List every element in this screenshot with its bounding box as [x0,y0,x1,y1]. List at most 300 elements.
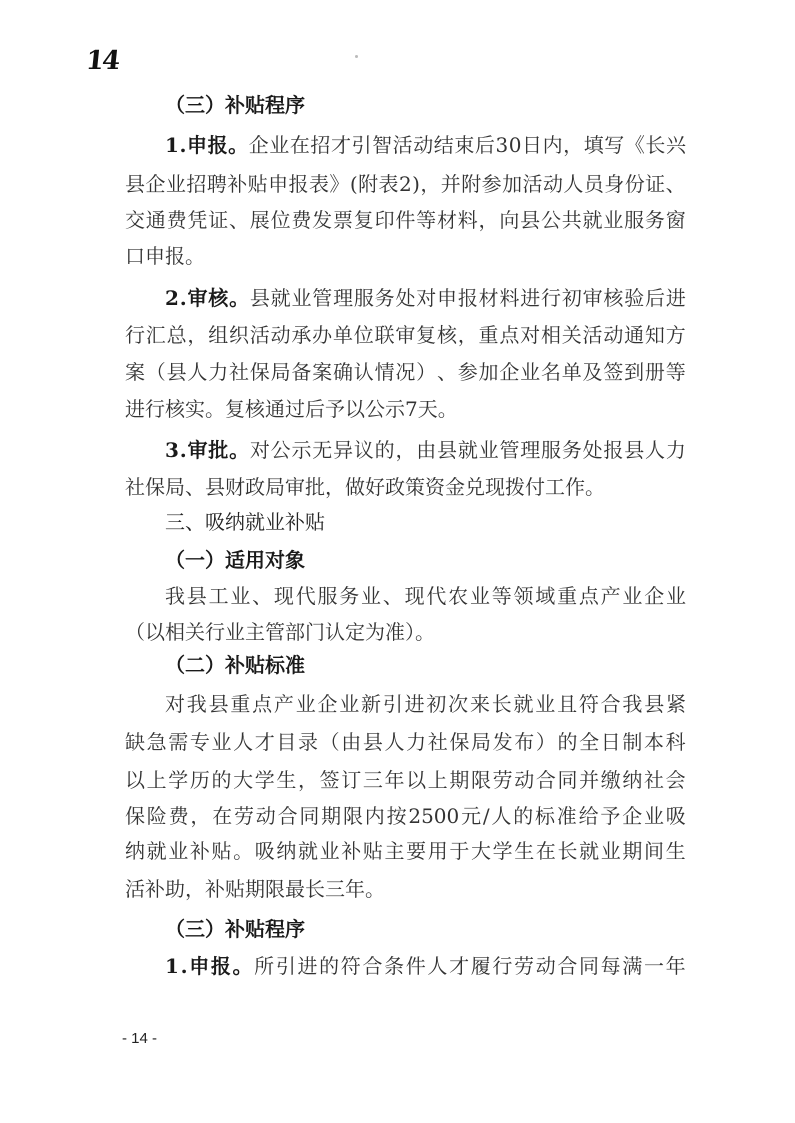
glyph: 纳 [622,768,643,792]
glyph: 我 [165,584,185,608]
glyph: 备 [291,360,312,384]
glyph: 学 [492,839,513,863]
glyph: ， [457,323,478,347]
glyph: ， [478,208,499,232]
glyph: 证 [645,172,666,196]
glyph: 《 [624,133,645,157]
glyph: 情 [374,360,395,384]
glyph: 三 [362,768,383,792]
glyph: 引 [351,133,372,157]
glyph: 由 [416,438,437,462]
glyph: 汇 [145,323,166,347]
glyph: 报 [207,133,228,157]
glyph: 料 [457,208,478,232]
glyph: 全 [579,730,600,754]
glyph: 重 [557,584,578,608]
glyph: 大 [471,839,491,863]
line-text: （以相关行业主管部门认定为准）。 [125,620,435,644]
glyph: 、 [382,584,403,608]
glyph: 3 [495,133,509,157]
glyph: 间 [644,839,664,863]
glyph: 就 [513,692,534,716]
glyph: 引 [275,954,296,978]
glyph: 重 [478,323,499,347]
glyph: 在 [535,839,556,863]
glyph: 服 [624,208,645,232]
glyph: 新 [361,692,382,716]
glyph: 局 [471,730,491,754]
text-line [125,396,686,422]
glyph: 务 [339,584,360,608]
glyph: 活 [582,323,603,347]
glyph: 日 [600,730,621,754]
glyph: 知 [644,323,665,347]
glyph: 行 [541,286,562,310]
glyph: 上 [146,768,167,792]
glyph: 核 [603,286,624,310]
glyph: 以 [406,768,427,792]
glyph: 就 [146,839,167,863]
glyph: 元 [461,804,482,828]
text-line [125,474,686,500]
glyph: 签 [603,360,624,384]
line-text: 三、吸纳就业补贴 [165,510,325,534]
glyph: 织 [228,323,249,347]
glyph: 上 [427,768,448,792]
glyph: 签 [319,768,340,792]
glyph: 就 [457,438,478,462]
text-line [165,437,686,463]
glyph: 吸 [665,804,686,828]
glyph: 生 [514,839,535,863]
glyph: 招 [186,172,207,196]
glyph: 方 [665,323,686,347]
glyph: 参 [481,172,502,196]
glyph: 需 [168,730,189,754]
glyph: 我 [186,692,207,716]
glyph: 材 [436,208,457,232]
glyph: 学 [168,768,189,792]
glyph: 并 [440,172,461,196]
glyph: 确 [332,360,353,384]
glyph: 兴 [665,133,686,157]
glyph: 证 [208,208,229,232]
glyph: 后 [645,286,666,310]
glyph: 历 [189,768,210,792]
glyph: 件 [395,208,416,232]
glyph: 初 [561,286,582,310]
glyph: 业 [291,286,312,310]
glyph: 动 [514,768,535,792]
glyph: 3 [165,438,179,462]
text-line [125,243,686,269]
glyph: 。 [232,954,253,978]
glyph: 农 [448,584,469,608]
text-line [125,767,686,793]
glyph: 力 [406,730,427,754]
glyph: 等 [416,208,437,232]
glyph: 申 [437,286,458,310]
glyph: 申 [187,133,208,157]
glyph: 人 [491,804,512,828]
glyph: 表 [308,172,329,196]
glyph: 活 [249,323,270,347]
glyph: 业 [600,839,621,863]
glyph: 印 [374,208,395,232]
glyph: 才 [254,730,275,754]
glyph: 县 [362,730,383,754]
glyph: 同 [579,954,600,978]
glyph: 写 [604,133,625,157]
glyph: 贴 [211,839,232,863]
line-text: （三）补贴程序 [165,93,305,117]
glyph: 社 [427,730,448,754]
glyph: 聘 [206,172,227,196]
line-text: 进行核实。复核通过后予以公示7天。 [125,397,458,421]
glyph: 现 [273,584,294,608]
glyph: 内 [542,133,563,157]
glyph: 联 [374,323,395,347]
glyph: 长 [491,692,512,716]
glyph: 费 [168,804,189,828]
glyph: 参 [457,360,478,384]
glyph: 认 [353,360,374,384]
glyph: 加 [502,172,523,196]
glyph: 办 [312,323,333,347]
section-heading [165,652,686,678]
glyph: 社 [644,768,664,792]
glyph: 险 [146,804,167,828]
glyph: 次 [448,692,469,716]
glyph: 订 [341,768,362,792]
glyph: 企 [317,692,338,716]
glyph: 理 [333,286,354,310]
glyph: 公 [540,208,561,232]
glyph: 况 [395,360,416,384]
glyph: 申 [268,172,289,196]
glyph: 县 [125,172,145,196]
glyph: 业 [469,584,490,608]
glyph: 人 [187,360,208,384]
glyph: ( [349,172,358,196]
glyph: 在 [212,804,233,828]
glyph: 期 [321,804,342,828]
text-line [125,876,686,902]
glyph: 履 [470,954,491,978]
glyph: 给 [578,804,599,828]
glyph: 人 [233,730,254,754]
glyph: 位 [270,208,291,232]
glyph: 料 [499,286,520,310]
glyph: 就 [298,839,318,863]
text-line [125,729,686,755]
glyph: 业 [643,804,664,828]
glyph: 员 [583,172,604,196]
glyph: 县 [249,286,270,310]
glyph: 就 [582,208,603,232]
glyph: 1 [165,954,179,978]
glyph: 行 [125,323,145,347]
glyph: 由 [341,730,362,754]
glyph: 业 [478,438,499,462]
glyph: 》 [329,172,350,196]
glyph: 点 [578,584,599,608]
glyph: 限 [471,768,491,792]
glyph: 领 [513,584,534,608]
glyph: 县 [644,692,665,716]
glyph: 企 [248,133,269,157]
glyph: 验 [624,286,645,310]
glyph: 承 [291,323,312,347]
glyph: 、 [665,172,686,196]
glyph: 。 [228,133,249,157]
glyph: 案 [125,360,145,384]
glyph: 的 [557,730,578,754]
glyph: 交 [125,208,145,232]
glyph: 日 [522,133,543,157]
glyph: 现 [404,584,425,608]
glyph: 主 [384,839,405,863]
glyph: 。 [233,839,254,863]
glyph: 复 [416,323,437,347]
glyph: . [180,954,188,978]
glyph: 保 [125,804,145,828]
glyph: ） [416,360,437,384]
glyph: 凭 [187,208,208,232]
glyph: 向 [499,208,520,232]
glyph: 按 [386,804,407,828]
glyph: 审 [582,286,603,310]
glyph: 吸 [254,839,275,863]
glyph: 就 [579,839,600,863]
glyph: 对 [520,323,541,347]
glyph: 进 [520,286,541,310]
glyph: 县 [166,360,187,384]
glyph: 期 [449,768,470,792]
glyph: 才 [449,954,470,978]
glyph: ， [187,323,208,347]
glyph: 管 [312,286,333,310]
glyph: 等 [491,584,512,608]
line-text: 口申报。 [125,244,205,268]
text-line [165,953,686,979]
glyph: 用 [427,839,448,863]
glyph: 同 [299,804,320,828]
glyph: 贴 [362,839,383,863]
glyph: 所 [254,954,275,978]
glyph: 满 [622,954,643,978]
glyph: 合 [277,804,298,828]
glyph: 费 [291,208,312,232]
glyph: 费 [166,208,187,232]
glyph: 的 [513,804,534,828]
glyph: ， [395,438,416,462]
glyph: 后 [474,133,495,157]
glyph: 公 [270,438,291,462]
glyph: 2 [165,286,179,310]
glyph: 及 [582,360,603,384]
glyph: 长 [645,133,666,157]
glyph: 身 [604,172,625,196]
glyph: 、 [252,584,273,608]
glyph: 服 [541,438,562,462]
glyph: 于 [449,839,470,863]
glyph: 异 [333,438,354,462]
glyph: 纳 [276,839,297,863]
glyph: 审 [395,323,416,347]
glyph: 。 [229,286,250,310]
glyph: 共 [561,208,582,232]
glyph: 专 [189,730,210,754]
glyph: 业 [603,208,624,232]
glyph: 2 [398,172,412,196]
glyph: 务 [644,208,665,232]
glyph: 且 [557,692,578,716]
glyph: 报 [603,438,624,462]
glyph: 审 [187,438,208,462]
section-heading [165,916,686,942]
glyph: 以 [125,768,145,792]
glyph: 的 [374,438,395,462]
glyph: 县 [520,208,541,232]
glyph: 保 [449,730,470,754]
glyph: 业 [165,172,186,196]
glyph: 点 [499,323,520,347]
glyph: 业 [269,133,290,157]
glyph: 进 [404,692,425,716]
glyph: 组 [208,323,229,347]
glyph: ， [190,804,211,828]
glyph: 业 [339,692,360,716]
glyph: 展 [249,208,270,232]
glyph: 活 [392,133,413,157]
glyph: 关 [561,323,582,347]
glyph: 材 [478,286,499,310]
glyph: （ [145,360,166,384]
glyph: 补 [227,172,248,196]
glyph: 册 [644,360,665,384]
glyph: 保 [249,360,270,384]
glyph: 动 [535,954,556,978]
glyph: 力 [665,438,686,462]
text-line [165,285,686,311]
glyph: 县 [208,692,229,716]
glyph: 进 [665,286,686,310]
glyph: 补 [341,839,362,863]
glyph: 束 [454,133,475,157]
glyph: 一 [643,954,664,978]
glyph: 要 [406,839,427,863]
glyph: 业 [622,584,643,608]
glyph: 内 [364,804,385,828]
glyph: 来 [469,692,490,716]
glyph: 准 [556,804,577,828]
glyph: 等 [665,360,686,384]
glyph: 每 [600,954,621,978]
glyph: 件 [405,954,426,978]
glyph: 对 [165,692,185,716]
glyph: 动 [413,133,434,157]
glyph: 发 [312,208,333,232]
line-text: 社保局、县财政局审批，做好政策资金兑现拨付工作。 [125,475,605,499]
glyph: 缴 [600,768,621,792]
line-text: 活补助，补贴期限最长三年。 [125,877,385,901]
section-heading [165,547,686,573]
glyph: 才 [330,133,351,157]
glyph: 智 [372,133,393,157]
glyph: 服 [353,286,374,310]
line-text: （一）适用对象 [165,548,305,572]
glyph: 业 [211,730,232,754]
glyph: 人 [645,438,666,462]
glyph: 表 [378,172,399,196]
glyph: 填 [583,133,604,157]
glyph: 在 [289,133,310,157]
glyph: 学 [254,768,275,792]
glyph: 合 [535,768,556,792]
glyph: 缺 [125,730,145,754]
glyph: 企 [499,360,520,384]
glyph: 社 [228,360,249,384]
text-line [165,132,686,158]
glyph: 条 [384,954,405,978]
glyph: 无 [312,438,333,462]
glyph: 人 [384,730,405,754]
glyph: 务 [374,286,395,310]
glyph: 动 [270,323,291,347]
glyph: 批 [208,438,229,462]
scan-speck [355,55,358,58]
glyph: 代 [295,584,316,608]
glyph: 份 [624,172,645,196]
glyph: 域 [535,584,556,608]
glyph: 业 [168,839,189,863]
glyph: 结 [433,133,454,157]
glyph: 符 [340,954,361,978]
glyph: 通 [624,323,645,347]
section-heading [165,92,686,118]
glyph: 业 [319,839,340,863]
glyph: 活 [522,172,543,196]
glyph: 1 [165,133,179,157]
glyph: 并 [579,768,600,792]
glyph: 。 [229,438,250,462]
glyph: 附 [461,172,482,196]
glyph: 劳 [233,804,254,828]
glyph: 布 [514,730,535,754]
glyph: 人 [563,172,584,196]
text-line [165,691,686,717]
glyph: 报 [457,286,478,310]
glyph: 的 [211,768,232,792]
text-line [125,803,686,829]
glyph: 对 [249,438,270,462]
text-line [125,322,686,348]
glyph: ) [412,172,420,196]
glyph: . [179,438,187,462]
glyph: 招 [310,133,331,157]
glyph: 重 [230,692,251,716]
glyph: 企 [622,804,643,828]
glyph: 核 [436,323,457,347]
glyph: 急 [146,730,167,754]
glyph: 票 [332,208,353,232]
glyph: 的 [319,954,340,978]
line-text: （二）补贴标准 [165,653,305,677]
glyph: 理 [520,438,541,462]
glyph: 代 [426,584,447,608]
glyph: ， [563,133,584,157]
